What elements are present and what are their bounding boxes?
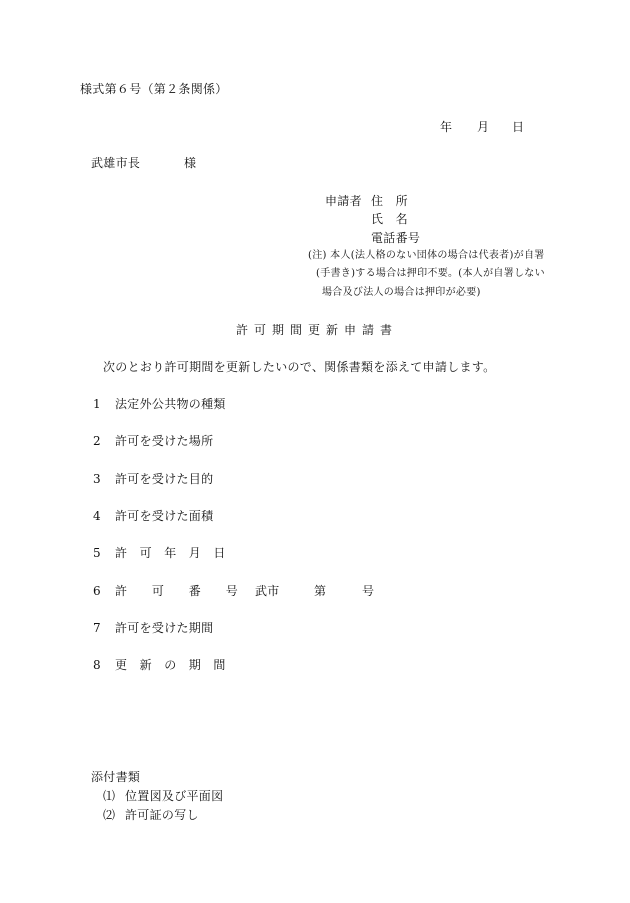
item-number: 4 (93, 509, 101, 523)
intro-text: 次のとおり許可期間を更新したいので、関係書類を添えて申請します。 (103, 360, 496, 374)
date-day-label: 日 (512, 120, 525, 134)
applicant-note-line: 場合及び法人の場合は押印が必要) (322, 287, 481, 298)
item-label: 許可を受けた期間 (115, 621, 214, 635)
attachment-number: ⑵ (103, 808, 116, 822)
date-month-label: 月 (477, 120, 490, 134)
document-title: 許可期間更新申請書 (236, 323, 399, 337)
form-number: 様式第６号（第２条関係） (80, 82, 228, 96)
attachment-item (103, 789, 223, 803)
attachments-heading: 添付書類 (91, 770, 141, 784)
permit-number-prefix: 武市 (255, 584, 280, 598)
item-number: 5 (93, 546, 101, 560)
list-item (93, 621, 213, 635)
applicant-label: 申請者 (325, 194, 362, 208)
item-label: 許可を受けた目的 (115, 472, 214, 486)
list-item (93, 434, 213, 448)
item-number: 2 (93, 434, 101, 448)
permit-number-middle: 第 (314, 584, 327, 598)
applicant-address-label: 住 所 (371, 194, 408, 208)
date-year-label: 年 (440, 120, 453, 134)
list-item (93, 584, 238, 598)
attachment-label: 位置図及び平面図 (125, 789, 224, 803)
item-number: 7 (93, 621, 101, 635)
item-label: 許可を受けた場所 (115, 434, 214, 448)
list-item (93, 472, 213, 486)
item-label: 法定外公共物の種類 (115, 397, 226, 411)
item-number: 6 (93, 584, 101, 598)
item-label: 許可を受けた面積 (115, 509, 214, 523)
applicant-phone-label: 電話番号 (371, 231, 421, 245)
applicant-note-line: (注) 本人(法人格のない団体の場合は代表者)が自署 (308, 250, 545, 261)
applicant-note-line: (手書き)する場合は押印不要。(本人が自署しない (316, 268, 545, 279)
item-number: 8 (93, 658, 101, 672)
attachment-item (103, 808, 199, 822)
addressee-name: 武雄市長 (91, 156, 141, 170)
item-number: 1 (93, 397, 101, 411)
attachment-number: ⑴ (103, 789, 116, 803)
item-label: 許 可 年 月 日 (115, 546, 226, 560)
item-number: 3 (93, 472, 101, 486)
list-item (93, 509, 213, 523)
addressee-honorific: 様 (184, 156, 197, 170)
applicant-name-label: 氏 名 (371, 212, 408, 226)
list-item (93, 397, 226, 411)
item-label: 許 可 番 号 (115, 584, 239, 598)
item-label: 更 新 の 期 間 (115, 658, 226, 672)
permit-number-suffix: 号 (362, 584, 375, 598)
list-item (93, 546, 226, 560)
attachment-label: 許可証の写し (125, 808, 199, 822)
list-item (93, 658, 226, 672)
